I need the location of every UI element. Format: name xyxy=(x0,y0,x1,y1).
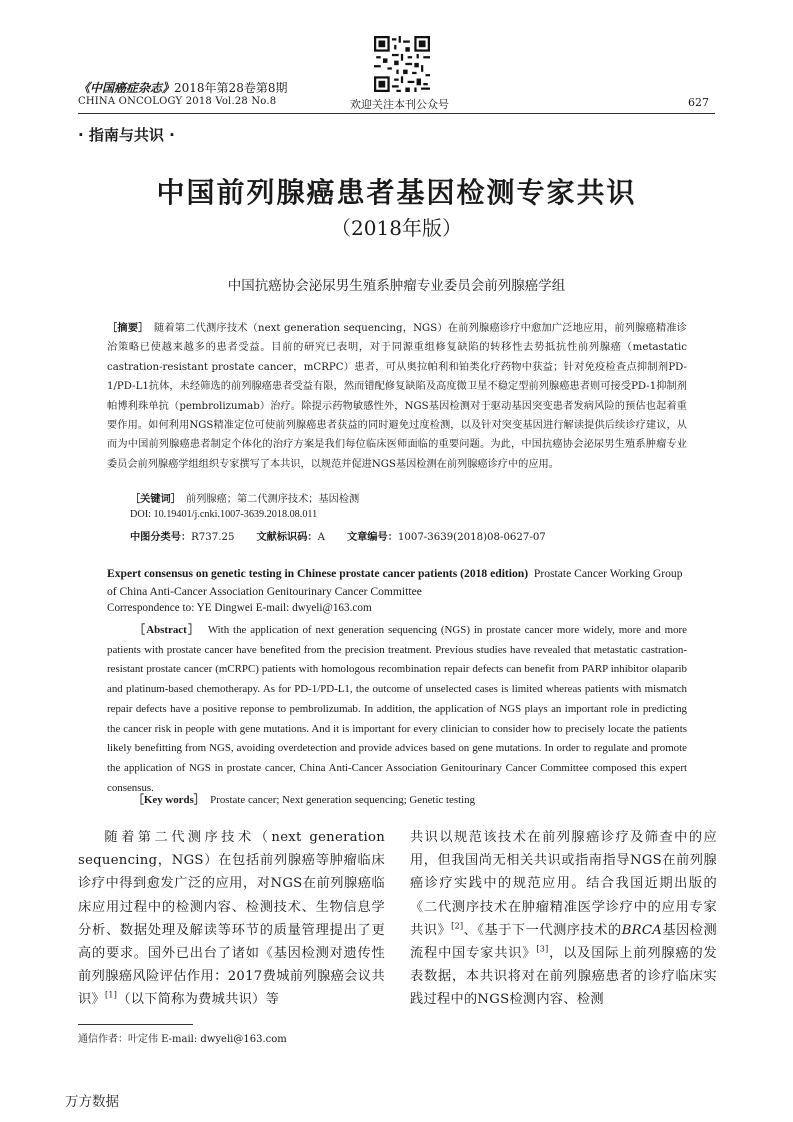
abstract-cn-label: ［摘要］ xyxy=(107,322,149,334)
body-right-text-d: ，以及国际上前列腺癌的发表数据，本共识将对在前列腺癌患者的诊疗临床实践过程中的NGS检测内容、检测 xyxy=(410,946,717,1008)
keywords-cn-text: 前列腺癌；第二代测序技术；基因检测 xyxy=(186,494,360,505)
body-column-left xyxy=(78,826,385,1012)
english-title: Expert consensus on genetic testing in Chinese prostate cancer patients (2018 edition) xyxy=(107,567,529,580)
doc-value: A xyxy=(317,532,325,543)
gene-brca: BRCA xyxy=(621,922,663,938)
page-title: 中国前列腺癌患者基因检测专家共识 xyxy=(156,176,637,209)
correspondence-en: Correspondence to: YE Dingwei E-mail: dwyeli@163.com xyxy=(107,602,372,614)
keywords-cn xyxy=(130,490,359,505)
abstract-en-text: With the application of next generation sequencing (NGS) in prostate cancer more widely, more and more patients with prostate cancer have benefited from the precision treatment. Previous studies have revealed that metastatic castration-resistant prostate cancer (mCRPC) patients with homologous recombination repair defects can benefit from PARP inhibitor olaparib and platinum-based chemotherapy. As for PD-1/PD-L1, the outcome of unselected cases is limited whereas patients with mismatch repair defects have a positive reponse to pembrolizumab. In addition, the application of NGS plays an important role in predicting the cancer risk in people with gene mutations. And it is important for every clinician to consider how to precisely locate the patients likely benefitting from NGS, avoiding overdetection and provide advices based on gene mutations. In order to regulate and promote the application of NGS in prostate cancer, China Anti-Cancer Association Genitourinary Cancer Committee composed this expert consensus. xyxy=(107,624,687,794)
abstract-en xyxy=(107,621,687,798)
english-title-block xyxy=(107,565,687,601)
abstract-cn xyxy=(107,319,687,474)
ref-3[interactable]: [3] xyxy=(536,944,549,954)
classification-line xyxy=(130,528,546,543)
body-left-tail: （以下简称为费城共识）等 xyxy=(117,992,280,1008)
author-group: 中国抗癌协会泌尿男生殖系肿瘤专业委员会前列腺癌学组 xyxy=(227,278,566,294)
abstract-cn-text: 随着第二代测序技术（next generation sequencing，NGS）在前列腺癌诊疗中愈加广泛地应用，前列腺癌精准诊治策略已使越来越多的患者受益。目前的研究已表明，对于同源重组修复缺陷的转移性去势抵抗性前列腺癌（metastatic castration-resistant prostate cancer，mCRPC）患者，可从奥拉帕利和铂类化疗药物中获益；针对免疫检查点抑制剂PD-1/PD-L1抗体，未经筛选的前列腺癌患者受益有限，然而错配修复缺陷及高度微卫星不稳定型前列腺癌患者则可接受PD-1抑制剂帕博利珠单抗（pembrolizumab）治疗。除提示药物敏感性外，NGS基因检测对于驱动基因突变患者发病风险的预估也起着重要作用。如何利用NGS精准定位可使前列腺癌患者获益的同时避免过度检测，以及针对突变基因进行解读提供后续诊疗建议，从而为中国前列腺癌患者制定个体化的治疗方案是我们每位临床医师面临的重要问题。为此，中国抗癌协会泌尿男生殖系肿瘤专业委员会前列腺癌学组组织专家撰写了本共识，以规范并促进NGS基因检测在前列腺癌诊疗中的应用。 xyxy=(107,323,687,470)
keywords-en-label: ［Key words］ xyxy=(133,794,205,806)
article-label: 文章编号： xyxy=(346,531,398,543)
issue-cn: 2018年第28卷第8期 xyxy=(174,81,288,95)
keywords-en-text: Prostate cancer; Next generation sequencing; Genetic testing xyxy=(210,794,476,806)
body-left-text: 随着第二代测序技术（next generation sequencing，NGS）在包括前列腺癌等肿瘤临床诊疗中得到愈发广泛的应用，对NGS在前列腺癌临床应用过程中的检测内容、检测技术、生物信息学分析、数据处理及解读等环节的质量管理提出了更高的要求。国外已出台了诸如《基因检测对遗传性前列腺癌风险评估作用：2017费城前列腺癌会议共识》 xyxy=(78,830,385,1008)
page-number: 627 xyxy=(688,96,709,109)
doc-label: 文献标识码： xyxy=(256,531,318,543)
footnote: 通信作者：叶定伟 E-mail: dwyeli@163.com xyxy=(78,1034,287,1045)
ref-2[interactable]: [2] xyxy=(451,921,464,931)
journal-name xyxy=(78,79,287,96)
watermark: 万方数据 xyxy=(65,1094,119,1110)
qr-code-icon[interactable] xyxy=(374,36,430,92)
keywords-cn-label: ［关键词］ xyxy=(130,493,181,505)
body-right-text-b: 、《基于下一代测序技术的 xyxy=(463,922,622,938)
edition: （2018年版） xyxy=(331,216,462,240)
footnote-rule xyxy=(78,1024,193,1025)
journal-name-en: CHINA ONCOLOGY 2018 Vol.28 No.8 xyxy=(78,96,277,107)
english-group: Prostate Cancer Working Group of China Anti-Cancer Association Genitourinary Cancer Committee xyxy=(107,567,683,598)
journal-name-cn: 《中国癌症杂志》 xyxy=(78,81,175,95)
doi[interactable]: DOI: 10.19401/j.cnki.1007-3639.2018.08.011 xyxy=(130,509,318,520)
body-right-text-a: 共识以规范该技术在前列腺癌诊疗及筛查中的应用，但我国尚无相关共识或指南指导NGS在前列腺癌诊疗实践中的规范应用。结合我国近期出版的《二代测序技术在肿瘤精准医学诊疗中的应用专家共识》 xyxy=(410,830,717,938)
body-right-text-c: 基因检测流程中国专家共识》 xyxy=(410,922,718,962)
keywords-en xyxy=(133,791,475,807)
header-rule xyxy=(78,113,715,114)
section-label: · 指南与共识 · xyxy=(78,126,175,144)
class-value: R737.25 xyxy=(191,532,235,543)
qr-caption: 欢迎关注本刊公众号 xyxy=(350,98,449,111)
class-label: 中图分类号： xyxy=(130,531,192,543)
article-value: 1007-3639(2018)08-0627-07 xyxy=(397,532,546,543)
body-column-right xyxy=(410,826,717,1012)
abstract-en-label: ［Abstract］ xyxy=(133,624,201,636)
ref-1[interactable]: [1] xyxy=(104,991,118,1001)
